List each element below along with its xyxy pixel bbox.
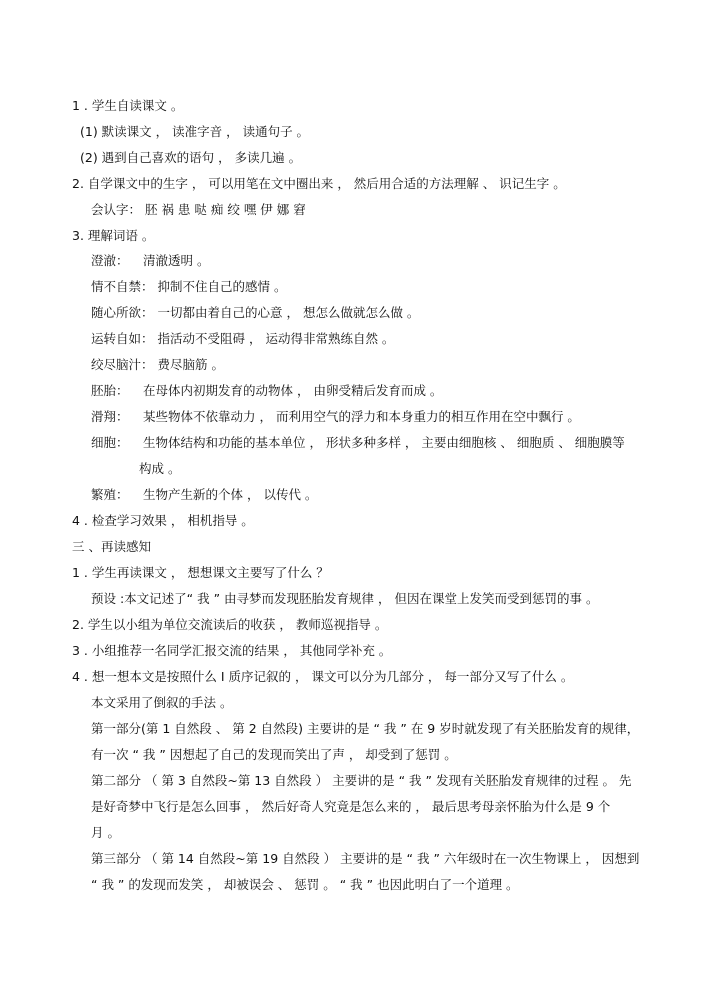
step-4-heading: 4 . 检查学习效果 ， 相机指导 。	[72, 513, 254, 528]
term-word: 繁殖：	[91, 487, 129, 502]
term-definition: 一切都由着自己的心意 ， 想怎么做就怎么做 。	[157, 305, 420, 320]
step-1-item-1: (1) 默读课文 ， 读准字音 ， 读通句子 。	[80, 124, 310, 139]
term-row	[91, 487, 317, 503]
term-word: 随心所欲：	[91, 305, 154, 320]
term-definition: 费尽脑筋 。	[157, 357, 224, 372]
part-2-line-2: 是好奇梦中飞行是怎么回事 ， 然后好奇人究竟是怎么来的 ， 最后思考母亲怀胎为什么是 9 个	[91, 799, 611, 814]
recognition-characters: 会认字： 胚 祸 患 哒 痴 绞 嘿 伊 娜 窘	[91, 202, 306, 217]
term-definition-continuation: 构成 。	[139, 461, 181, 476]
step-1-item-2: (2) 遇到自己喜欢的语句 ， 多读几遍 。	[80, 150, 302, 165]
term-definition: 生物产生新的个体 ， 以传代 。	[143, 487, 318, 502]
term-definition: 某些物体不依靠动力 ， 而利用空气的浮力和本身重力的相互作用在空中飘行 。	[143, 409, 580, 424]
term-word: 澄澈：	[91, 253, 129, 268]
part-1-line-1: 第一部分(第 1 自然段 、 第 2 自然段) 主要讲的是 “ 我 ” 在 9 岁时就发现了有关胚胎发育的规律，	[91, 721, 640, 736]
term-definition: 在母体内初期发育的动物体 ， 由卵受精后发育而成 。	[143, 383, 443, 398]
reread-step-1-preset: 预设 :本文记述了“ 我 ” 由寻梦而发现胚胎发育规律 ， 但因在课堂上发笑而受到惩罚的事 。	[91, 591, 599, 606]
term-row	[91, 253, 209, 269]
term-definition: 指活动不受阻碍 ， 运动得非常熟练自然 。	[157, 331, 395, 346]
reread-step-3: 3 . 小组推荐一名同学汇报交流的结果 ， 其他同学补充 。	[72, 643, 392, 658]
part-2-line-1: 第二部分 （ 第 3 自然段~第 13 自然段 ） 主要讲的是 “ 我 ” 发现有关胚胎发育规律的过程 。 先	[91, 773, 632, 788]
term-word: 绞尽脑汁：	[91, 357, 154, 372]
term-row	[91, 357, 224, 373]
term-row	[91, 331, 394, 347]
part-3-line-1: 第三部分 （ 第 14 自然段~第 19 自然段 ） 主要讲的是 “ 我 ” 六年级时在一次生物课上 ， 因想到	[91, 851, 640, 866]
term-word: 运转自如：	[91, 331, 154, 346]
term-row	[91, 279, 287, 295]
term-word: 细胞：	[91, 435, 129, 450]
term-row	[91, 305, 419, 321]
step-1-heading: 1 . 学生自读课文 。	[72, 98, 184, 113]
part-1-line-2: 有一次 “ 我 ” 因想起了自己的发现而笑出了声 ， 却受到了惩罚 。	[91, 747, 457, 762]
term-word: 胚胎：	[91, 383, 129, 398]
section-heading: 三 、再读感知	[72, 539, 151, 554]
step-2-heading: 2. 自学课文中的生字 ， 可以用笔在文中圈出来 ， 然后用合适的方法理解 、 识记生字 。	[72, 176, 566, 191]
term-row	[91, 409, 580, 425]
term-row	[91, 383, 442, 399]
part-3-line-2: “ 我 ” 的发现而发笑 ， 却被误会 、 惩罚 。 “ 我 ” 也因此明白了一个道理 。	[91, 877, 519, 892]
reread-step-4-answer: 本文采用了倒叙的手法 。	[91, 695, 233, 710]
part-2-line-3: 月 。	[91, 825, 120, 840]
term-definition: 清澈透明 。	[143, 253, 210, 268]
reread-step-4: 4 . 想一想本文是按照什么 I 质序记叙的 ， 课文可以分为几部分 ， 每一部分又写了什么 。	[72, 669, 574, 684]
term-row	[91, 435, 625, 451]
step-3-heading: 3. 理解词语 。	[72, 228, 155, 243]
reread-step-1: 1 . 学生再读课文 ， 想想课文主要写了什么 ？	[72, 565, 329, 580]
term-definition: 生物体结构和功能的基本单位 ， 形状多种多样 ， 主要由细胞核 、 细胞质 、 细胞膜等	[143, 435, 625, 450]
term-word: 情不自禁：	[91, 279, 154, 294]
term-word: 滑翔：	[91, 409, 129, 424]
reread-step-2: 2. 学生以小组为单位交流读后的收获 ， 教师巡视指导 。	[72, 617, 388, 632]
term-definition: 抑制不住自己的感情 。	[157, 279, 287, 294]
